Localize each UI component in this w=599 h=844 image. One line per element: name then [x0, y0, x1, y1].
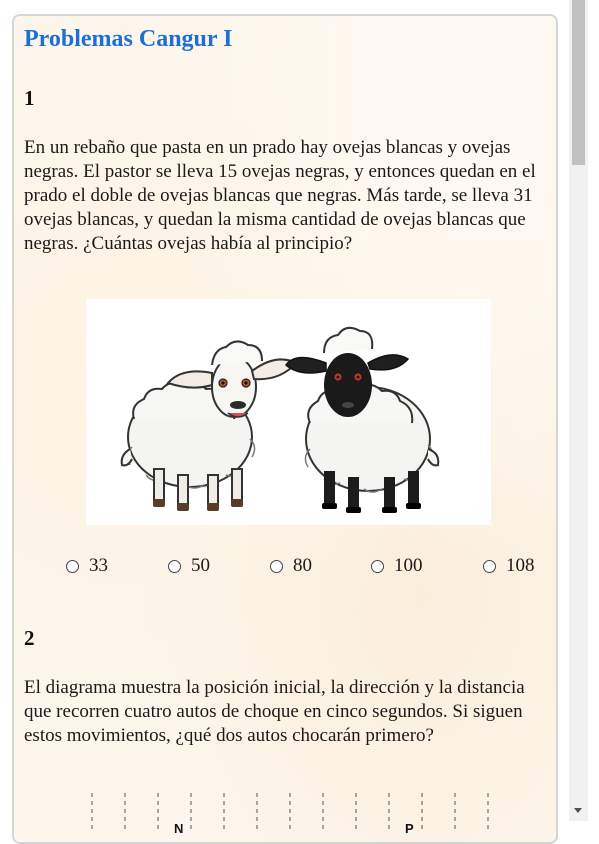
radio-button-icon[interactable]	[371, 560, 384, 573]
option-3[interactable]	[270, 555, 312, 577]
problem-2-text: El diagrama muestra la posición inicial, la dirección y la distancia que recorren cuatro autos de choque en cinco segundos. Si siguen estos movimientos, ¿qué dos autos chocarán primero?	[24, 677, 525, 746]
problem-2-number: 2	[24, 626, 35, 650]
problem-1-image	[86, 299, 491, 525]
option-1-label: 33	[89, 555, 108, 576]
content-card	[12, 14, 558, 844]
option-3-label: 80	[293, 555, 312, 576]
option-2[interactable]	[168, 555, 210, 577]
option-1[interactable]	[66, 555, 108, 577]
radio-button-icon[interactable]	[66, 560, 79, 573]
vertical-scrollbar[interactable]	[569, 0, 588, 821]
option-4-label: 100	[394, 555, 423, 576]
option-2-label: 50	[191, 555, 210, 576]
white-sheep	[122, 341, 296, 511]
problem-1-text: En un rebaño que pasta en un prado hay ovejas blancas y ovejas negras. El pastor se lleva 15 ovejas negras, y entonces quedan en el prado el doble de ovejas blancas que negras. Más tarde, se lleva 31 ovejas blancas, y quedan la misma cantidad de ovejas blancas que negras. ¿Cuántas ovejas había al principio?	[24, 137, 536, 254]
black-sheep	[286, 328, 438, 513]
sheep-illustration	[86, 299, 491, 525]
option-5-label: 108	[506, 555, 535, 576]
option-5[interactable]	[483, 555, 535, 577]
bumper-cars-diagram	[90, 793, 490, 836]
option-4[interactable]	[371, 555, 423, 577]
scrollbar-thumb[interactable]	[572, 0, 585, 165]
problem-1-number: 1	[24, 86, 35, 110]
page-title: Problemas Cangur I	[24, 26, 233, 52]
radio-button-icon[interactable]	[270, 560, 283, 573]
problem-2-diagram	[90, 793, 490, 836]
radio-button-icon[interactable]	[168, 560, 181, 573]
diagram-label-p: P	[405, 821, 414, 836]
radio-button-icon[interactable]	[483, 560, 496, 573]
scroll-down-arrow-icon[interactable]	[574, 808, 582, 813]
diagram-label-n: N	[174, 821, 184, 836]
problem-1-options	[66, 555, 546, 581]
